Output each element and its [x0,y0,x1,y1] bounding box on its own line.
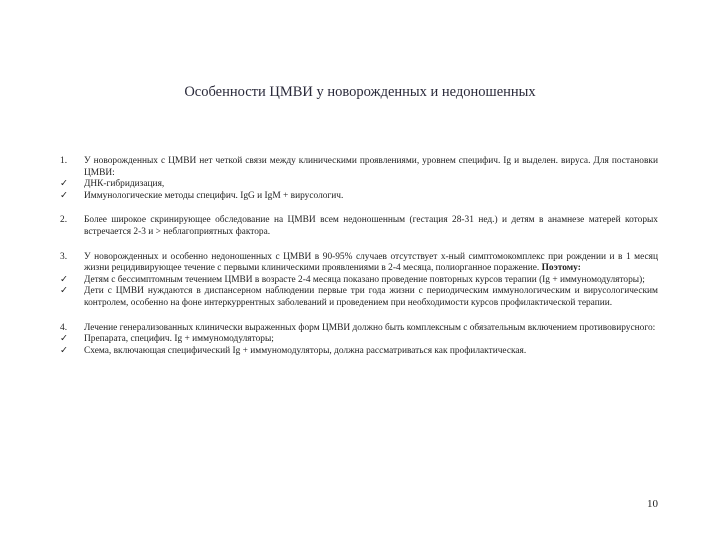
list-text: ДНК-гибридизация, [84,179,165,190]
list-item [60,191,658,203]
list-item [60,275,658,287]
list-item [60,215,658,238]
list-text: У новорожденных с ЦМВИ нет четкой связи между клиническими проявлениями, уровнем специфич. Ig и выделен. вируса. Для постановки ЦМВИ: [84,156,658,178]
list-text: Иммунологические методы специфич. IgG и IgM + вирусологич. [84,190,344,201]
list-item [60,252,658,275]
content-body [60,156,658,370]
checkmark-icon: ✓ [60,286,68,297]
checkmark-icon: ✓ [60,179,68,190]
checkmark-icon: ✓ [60,190,68,201]
list-text-main: У новорожденных и особенно недоношенных с ЦМВИ в 90-95% случаев отсутствует х-ный симптомокомплекс при рождении и в 1 месяц жизни рецидивирующее течение с первыми клиническими проявлениями в 2-4 месяца, полиорганное поражение. [84,251,658,274]
list-text [84,252,658,275]
list-text: Дети с ЦМВИ нуждаются в диспансерном наблюдении первые три года жизни с периодическим иммунологическим и вирусологическим контролем, особенно на фоне интеркуррентных заболеваний и проведением при необходимости курсов профилактической терапии. [84,286,658,308]
page-title: Особенности ЦМВИ у новорожденных и недоношенных [184,84,536,100]
list-text: Препарата, специфич. Ig + иммуномодуляторы; [84,334,274,345]
checkmark-icon: ✓ [60,334,68,345]
list-text: Детям с бессимптомным течением ЦМВИ в возрасте 2-4 месяца показано проведение повторных курсов терапии (Ig + иммуномодуляторы); [84,274,645,285]
section-2 [60,215,658,238]
list-text: Более широкое скринирующее обследование на ЦМВИ всем недоношенным (гестация 28-31 нед.) и детям в анамнезе матерей которых встречается 2-3 и > неблагоприятных фактора. [84,215,658,237]
list-item [60,334,658,346]
checkmark-icon: ✓ [60,345,68,356]
list-item [60,323,658,335]
list-text: Схема, включающая специфический Ig + иммуномодуляторы, должна рассматриваться как профилактическая. [84,345,527,356]
list-text-emphasis: Поэтому: [541,263,581,274]
list-number: 1. [60,156,68,166]
list-number: 2. [60,215,68,226]
page-number: 10 [647,498,658,510]
list-text: Лечение генерализованных клинически выраженных форм ЦМВИ должно быть комплексным с обязательным включением противовирусного: [84,322,656,333]
checkmark-icon: ✓ [60,274,68,285]
list-item [60,179,658,191]
list-item [60,156,658,179]
list-item [60,346,658,358]
section-4 [60,323,658,358]
section-1 [60,156,658,202]
list-item [60,286,658,309]
list-number: 3. [60,251,68,262]
section-3 [60,252,658,310]
list-number: 4. [60,322,68,333]
